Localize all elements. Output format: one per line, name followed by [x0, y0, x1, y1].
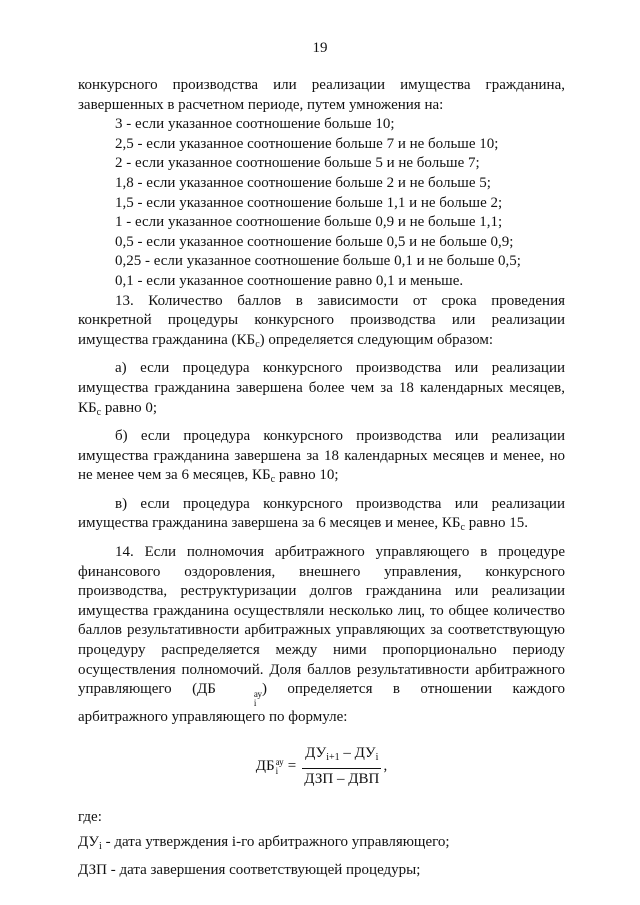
item-a-text: а) если процедура конкурсного производства или реализации имущества гражданина завершена более чем за 18 календарных месяцев, КБ	[78, 360, 565, 416]
list-item: 0,25 - если указанное соотношение больше 0,1 и не больше 0,5;	[115, 253, 521, 270]
paragraph-14	[78, 543, 565, 728]
list-item: 1,5 - если указанное соотношение больше 1,1 и не больше 2;	[115, 194, 503, 211]
formula-equals: =	[287, 758, 297, 775]
paragraph-14-text-end: ) определяется в отношении каждого арбитражного управляющего по формуле:	[78, 681, 565, 726]
list-item: 1,8 - если указанное соотношение больше 2 и не больше 5;	[115, 174, 491, 191]
list-item: 2,5 - если указанное соотношение больше 7 и не больше 10;	[115, 135, 499, 152]
formula-lhs-sub: i	[275, 765, 279, 776]
item-c-text: в) если процедура конкурсного производства или реализации имущества гражданина завершена за 6 месяцев и менее, КБ	[78, 495, 565, 532]
paragraph-14-text: 14. Если полномочия арбитражного управляющего в процедуре финансового оздоровления, внешнего управления, конкурсного производства, реструктуризации долгов гражданина или реализации имущества гражданина осуществляли несколько лиц, то общее количество баллов результативности арбитражных управляющих за соответствующую процедуру распределяется между ними пропорционально периоду осуществления полномочий. Доля баллов результативности арбитражного управляющего (ДБ	[78, 544, 565, 698]
item-c	[78, 495, 565, 538]
paragraph-13	[78, 292, 565, 355]
item-c-text-end: равно 15.	[464, 515, 528, 532]
list-item: 2 - если указанное соотношение больше 5 и не больше 7;	[115, 155, 480, 172]
list-item: 0,5 - если указанное соотношение больше 0,5 и не больше 0,9;	[115, 233, 514, 250]
formula-numerator	[302, 744, 381, 770]
def-text: - дата утверждения i-го арбитражного управляющего;	[101, 833, 450, 850]
subscript: с	[270, 474, 276, 486]
formula-num-term: ДУ	[354, 744, 376, 761]
formula-denominator: ДЗП – ДВП	[304, 771, 380, 788]
where-label: где:	[78, 809, 102, 825]
multiplier-list	[78, 115, 565, 291]
list-item: 1 - если указанное соотношение больше 0,9 и не больше 1,1;	[115, 214, 503, 231]
subscript: i	[253, 698, 257, 709]
formula-lhs-sup: ау	[275, 756, 284, 767]
subscript: с	[96, 406, 102, 418]
subscript: с	[460, 522, 465, 534]
superscript: ау	[253, 689, 262, 700]
definition-du	[78, 833, 565, 857]
formula-num-sub: i+1	[326, 751, 340, 763]
document-body	[78, 76, 565, 881]
item-a	[78, 359, 565, 422]
formula-minus: –	[339, 744, 355, 761]
def-symbol: ДУ	[78, 833, 100, 850]
item-a-text-end: равно 0;	[101, 399, 158, 416]
list-item: 3 - если указанное соотношение больше 10;	[115, 116, 395, 133]
item-b	[78, 427, 565, 490]
paragraph-13-text: 13. Количество баллов в зависимости от срока проведения конкретной процедуры конкурсного производства или реализации имущества гражданина (КБ	[78, 292, 565, 348]
subscript: с	[255, 338, 260, 350]
intro-paragraph: конкурсного производства или реализации имущества гражданина, завершенных в расчетном периоде, путем умножения на:	[78, 77, 565, 113]
formula-num-sub: i	[375, 751, 379, 763]
item-b-text: б) если процедура конкурсного производства или реализации имущества гражданина завершена за 18 календарных месяцев и менее, но не менее чем за 6 месяцев, КБ	[78, 428, 565, 484]
formula-comma: ,	[383, 758, 388, 775]
list-item: 0,1 - если указанное соотношение равно 0,1 и меньше.	[115, 272, 464, 289]
page-number: 19	[312, 40, 328, 56]
formula-lhs: ДБ	[255, 758, 275, 775]
formula-fraction	[302, 744, 381, 790]
formula-num-term: ДУ	[305, 744, 327, 761]
item-b-text-end: равно 10;	[275, 467, 339, 484]
subscript: i	[99, 840, 102, 852]
definition-dzp: ДЗП - дата завершения соответствующей процедуры;	[78, 862, 421, 879]
formula	[78, 744, 565, 790]
paragraph-13-text-end: ) определяется следующим образом:	[259, 331, 494, 348]
